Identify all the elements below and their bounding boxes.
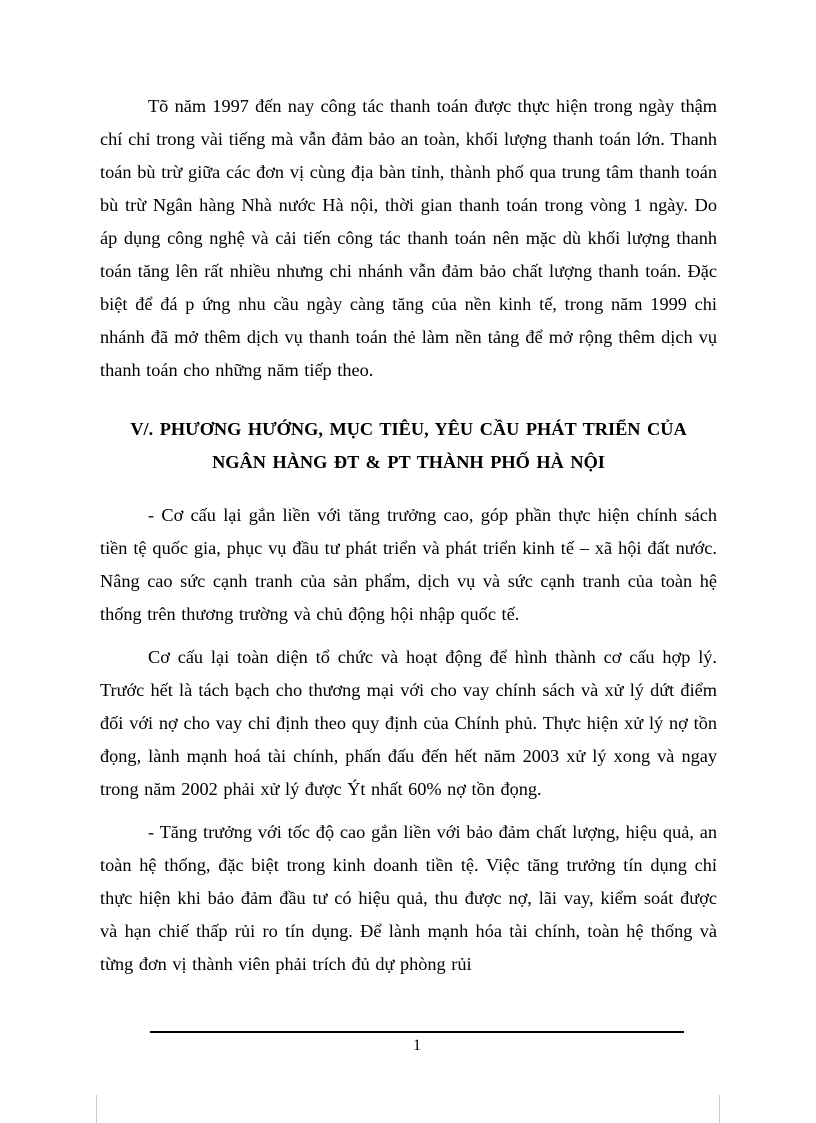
section-heading-development-goals: V/. PHƯƠNG HƯỚNG, MỤC TIÊU, YÊU CẦU PHÁT TRIỂN CỦA NGÂN HÀNG ĐT & PT THÀNH PHỐ HÀ NỘI: [130, 419, 687, 472]
page-edge-artifact-left: [96, 1095, 97, 1123]
page-footer: [150, 1031, 684, 1056]
paragraph-restructure-organization: Cơ cấu lại toàn diện tổ chức và hoạt động để hình thành cơ cấu hợp lý. Trước hết là tách bạch cho thương mại với cho vay chính sách và xử lý dứt điểm đối với nợ cho vay chỉ định theo quy định của Chính phủ. Thực hiện xử lý nợ tồn đọng, lành mạnh hoá tài chính, phấn đấu đến hết năm 2003 xử lý xong và ngay trong năm 2002 phải xử lý được Ýt nhất 60% nợ tồn đọng.: [100, 647, 717, 799]
page-edge-artifact-right: [719, 1095, 720, 1123]
page-number: 1: [413, 1037, 421, 1054]
paragraph-growth-quality: - Tăng trưởng với tốc độ cao gắn liền với bảo đảm chất lượng, hiệu quả, an toàn hệ thống, đặc biệt trong kinh doanh tiền tệ. Việc tăng trưởng tín dụng chỉ thực hiện khi bảo đảm đầu tư có hiệu quả, thu được nợ, lãi vay, kiểm soát được và hạn chiế thấp rủi ro tín dụng. Để lành mạnh hóa tài chính, toàn hệ thống và từng đơn vị thành viên phải trích đủ dự phòng rủi: [100, 822, 717, 974]
paragraph-payment-operations: Tõ năm 1997 đến nay công tác thanh toán được thực hiện trong ngày thậm chí chỉ trong vài tiếng mà vẫn đảm bảo an toàn, khối lượng thanh toán lớn. Thanh toán bù trừ giữa các đơn vị cùng địa bàn tỉnh, thành phố qua trung tâm thanh toán bù trừ Ngân hàng Nhà nước Hà nội, thời gian thanh toán trong vòng 1 ngày. Do áp dụng công nghệ và cải tiến công tác thanh toán nên mặc dù khối lượng thanh toán tăng lên rất nhiều nhưng chi nhánh vẫn đảm bảo chất lượng thanh toán. Đặc biệt để đá p ứng nhu cầu ngày càng tăng của nền kinh tế, trong năm 1999 chi nhánh đã mở thêm dịch vụ thanh toán thẻ làm nền tảng để mở rộng thêm dịch vụ thanh toán cho những năm tiếp theo.: [100, 96, 717, 380]
paragraph-restructure-growth: - Cơ cấu lại gắn liền với tăng trưởng cao, góp phần thực hiện chính sách tiền tệ quốc gia, phục vụ đầu tư phát triển và phát triển kinh tế – xã hội đất nước. Nâng cao sức cạnh tranh của sản phẩm, dịch vụ và sức cạnh tranh của toàn hệ thống trên thương trường và chủ động hội nhập quốc tế.: [100, 505, 717, 624]
page-body: [100, 90, 717, 991]
